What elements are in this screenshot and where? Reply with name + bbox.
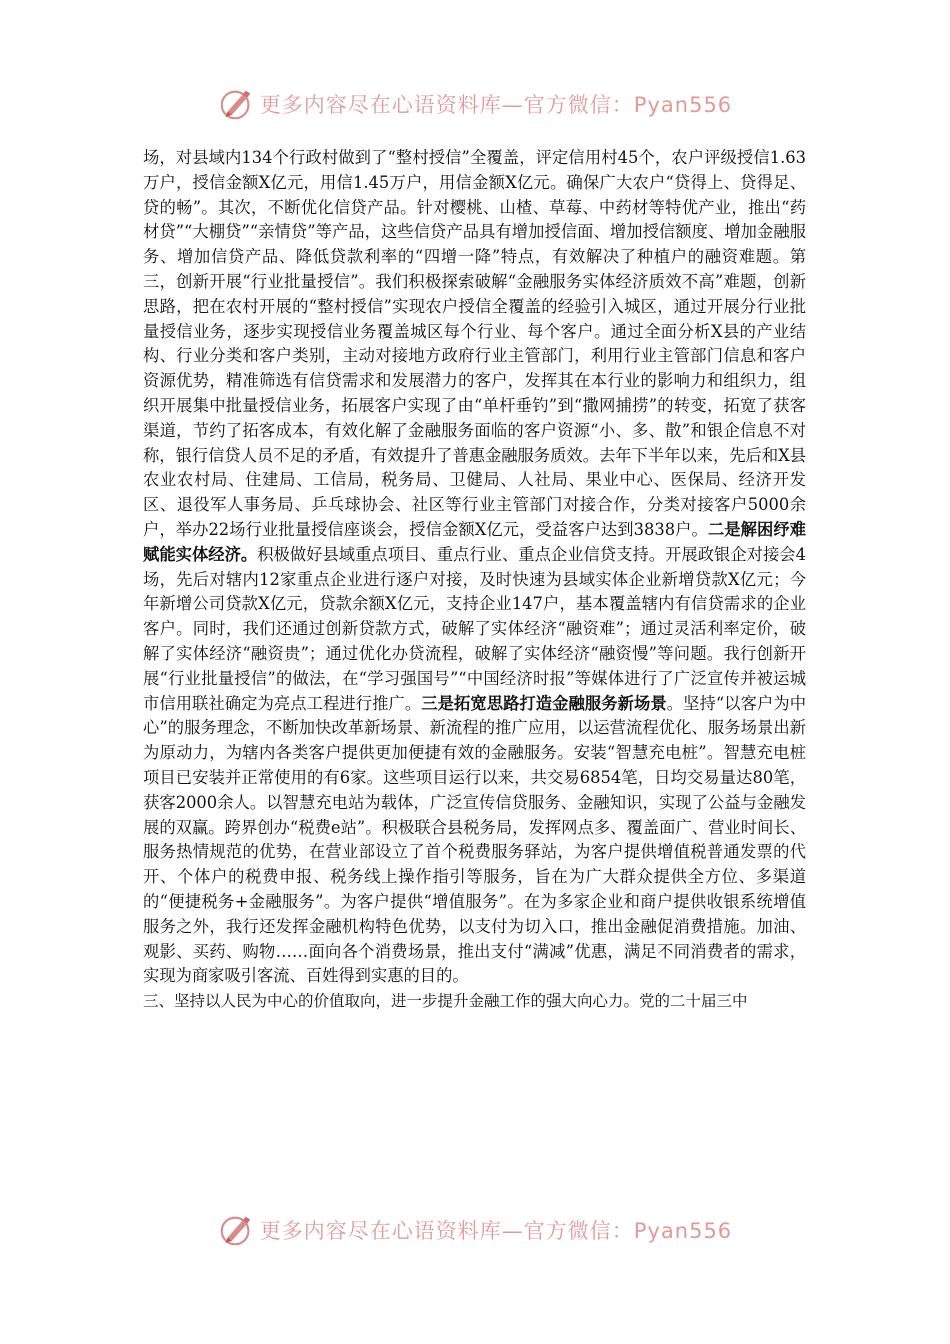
section-heading-3: 三、坚持以人民为中心的价值取向，进一步提升金融工作的强大向心力。党的二十届三中 [143,992,748,1011]
paragraph-text-part-2: 积极做好县域重点项目、重点行业、重点企业信贷支持。开展政银企对接会4场，先后对辖内12家重点企业进行逐户对接，及时快速为县域实体企业新增贷款X亿元；今年新增公司贷款X亿元，贷款余额X亿元，支持企业147户，基本覆盖辖内有信贷需求的企业客户。同时，我们还通过创新贷款方式，破解了实体经济“融资难”；通过灵活利率定价，破解了实体经济“融资贵”；通过优化办贷流程，破解了实体经济“融资慢”等问题。我行创新开展“行业批量授信”的做法，在“学习强国号”“中国经济时报”等媒体进行了广泛宣传并被运城市信用联社确定为亮点工程进行推广。 [143,544,806,713]
paragraph-text-part-3: 。坚持“以客户为中心”的服务理念，不断加快改革新场景、新流程的推广应用，以运营流程优化、服务场景出新为原动力，为辖内各类客户提供更加便捷有效的金融服务。安装“智慧充电桩”。智慧充电桩项目已安装并正常使用的有6家。这些项目运行以来，共交易6854笔，日均交易量达80笔，获客2000余人。以智慧充电站为载体，广泛宣传信贷服务、金融知识，实现了公益与金融发展的双赢。跨界创办“税费e站”。积极联合县税务局，发挥网点多、覆盖面广、营业时间长、服务热情规范的优势，在营业部设立了首个税费服务驿站，为客户提供增值税普通发票的代开、个体户的税费申报、税务线上操作指引等服务，旨在为广大群众提供全方位、多渠道的“便捷税务+金融服务”。为客户提供“增值服务”。在为多家企业和商户提供收银系统增值服务之外，我行还发挥金融机构特色优势，以支付为切入口，推出金融促消费措施。加油、观影、买药、购物……面向各个消费场景，推出支付“满减”优惠，满足不同消费者的需求，实现为商家吸引客流、百姓得到实惠的目的。 [143,693,806,986]
header-banner-text: 更多内容尽在心语资料库—官方微信：Pyan556 [259,93,733,117]
footer-banner-text: 更多内容尽在心语资料库—官方微信：Pyan556 [259,1219,733,1243]
body-paragraph [143,146,806,989]
header-banner [0,82,950,126]
footer-banner [0,1208,950,1252]
bold-subheading-2: 二是解困纾难赋能实体经济。 [143,519,806,564]
bold-subheading-3: 三是拓宽思路打造金融服务新场景 [421,693,667,713]
document-body [143,146,806,1014]
pen-logo-icon [218,85,256,123]
pen-logo-icon [218,1211,256,1249]
paragraph-text-part-1: 场，对县域内134个行政村做到了“整村授信”全覆盖，评定信用村45个，农户评级授信1.63万户，授信金额X亿元，用信1.45万户，用信金额X亿元。确保广大农户“贷得上、贷得足、贷的畅”。其次，不断优化信贷产品。针对樱桃、山楂、草莓、中药材等特优产业，推出“药材贷”“大棚贷”“亲情贷”等产品，这些信贷产品具有增加授信面、增加授信额度、增加金融服务、增加信贷产品、降低贷款利率的“四增一降”特点，有效解决了种植户的融资难题。第三，创新开展“行业批量授信”。我们积极探索破解“金融服务实体经济质效不高”难题，创新思路，把在农村开展的“整村授信”实现农户授信全覆盖的经验引入城区，通过开展分行业批量授信业务，逐步实现授信业务覆盖城区每个行业、每个客户。通过全面分析X县的产业结构、行业分类和客户类别，主动对接地方政府行业主管部门，利用行业主管部门信息和客户资源优势，精准筛选有信贷需求和发展潜力的客户，发挥其在本行业的影响力和组织力，组织开展集中批量授信业务，拓展客户实现了由“单杆垂钓”到“撒网捕捞”的转变，拓宽了获客渠道，节约了拓客成本，有效化解了金融服务面临的客户资源“小、多、散”和银企信息不对称，银行信贷人员不足的矛盾，有效提升了普惠金融服务质效。去年下半年以来，先后和X县农业农村局、住建局、工信局，税务局、卫健局、人社局、果业中心、医保局、经济开发区、退役军人事务局、乒乓球协会、社区等行业主管部门对接合作，分类对接客户5000余户，举办22场行业批量授信座谈会，授信金额X亿元，受益客户达到3838户。 [143,148,806,539]
